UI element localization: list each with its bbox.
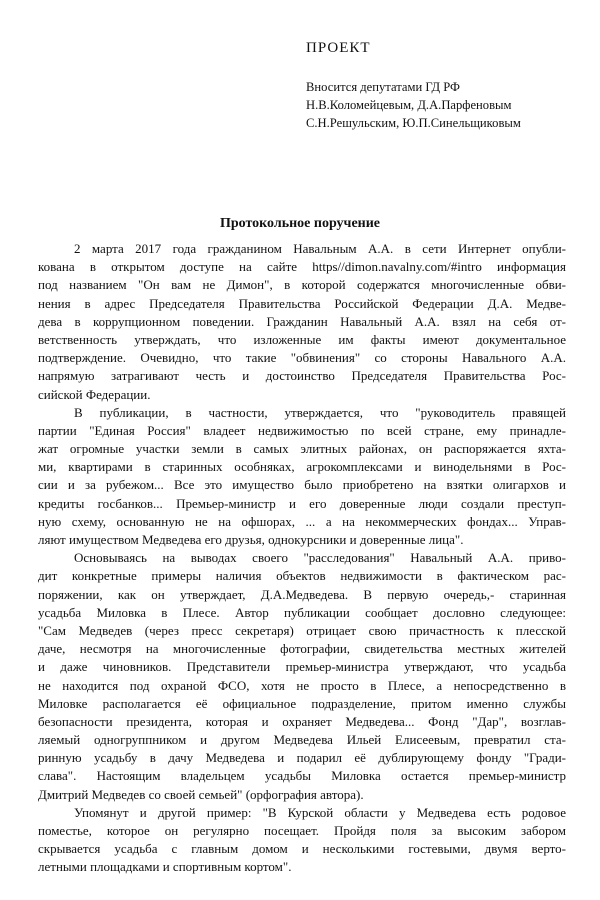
text-line: поряжении, как он утверждает, Д.А.Медведева. В первую очередь,- старинная — [38, 586, 566, 602]
text-line: не находится под охраной ФСО, хотя не просто в Плесе, а непосредственно в — [38, 677, 566, 693]
text-line: кована в открытом доступе на сайте https//dimon.navalny.com/#intro информация — [38, 259, 566, 275]
text-line: сии и за рубежом... Все это имущество было приобретено на взятки олигархов и — [38, 477, 566, 493]
text-line: ляемый одногруппником и другом Медведева Ильей Елисеевым, превратил ста- — [38, 732, 566, 748]
paragraph — [38, 240, 566, 404]
paragraph — [38, 404, 566, 550]
document-body — [38, 240, 566, 877]
text-line: слава". Настоящим владельцем усадьбы Миловка остается премьер-министр — [38, 768, 566, 784]
text-line: даче, несмотря на многочисленные фотографии, свидетельства местных жителей — [38, 641, 566, 657]
text-line: жат огромные участки земли в самых элитных районах, он распоряжается яхта- — [38, 441, 566, 457]
text-line: скрывается усадьба с главным домом и несколькими гостевыми, двумя верто- — [38, 841, 566, 857]
text-line: Упомянут и другой пример: "В Курской области у Медведева есть родовое — [74, 804, 566, 820]
text-line: ную схему, основанную не на офшорах, ... а на некоммерческих фондах... Управ- — [38, 513, 566, 529]
text-line: и даже чиновников. Представители премьер-министра утверждают, что усадьба — [38, 659, 566, 675]
text-line: Миловке располагается её официальное подразделение, притом именно службы — [38, 695, 566, 711]
text-line: ринную усадьбу в дачу Медведева и подарил её дублирующему фонду "Гради- — [38, 750, 566, 766]
text-line: ляют имуществом Медведева его друзья, однокурсники и доверенные лица". — [38, 532, 464, 547]
text-line: кредиты госбанков... Премьер-министр и его доверенные люди создали преступ- — [38, 495, 566, 511]
text-line: усадьба Миловка в Плесе. Автор публикации сообщает дословно следующее: — [38, 604, 566, 620]
text-line: безопасности президента, которая и охраняет Медведева... Фонд "Дар", возглав- — [38, 713, 566, 729]
introduced-by-block — [306, 78, 521, 132]
text-line: напрямую затрагивают честь и достоинство Председателя Правительства Рос- — [38, 368, 566, 384]
text-line: ветственность утверждать, что изложенные им факты имеют документальное — [38, 331, 566, 347]
text-line: "Сам Медведев (через пресс секретаря) отрицает свою причастность к плесской — [38, 622, 566, 638]
text-line: 2 марта 2017 года гражданином Навальным А.А. в сети Интернет опубли- — [74, 241, 566, 256]
text-line: дит конкретные примеры наличия объектов недвижимости в фактическом рас- — [38, 568, 566, 584]
introduced-by-line: С.Н.Решульским, Ю.П.Синельщиковым — [306, 116, 521, 130]
text-line: под названием "Он вам не Димон", в которой содержатся многочисленные обви- — [38, 277, 566, 293]
document-title: Протокольное поручение — [219, 216, 381, 231]
text-line: В публикации, в частности, утверждается, что "руководитель правящей — [74, 404, 566, 420]
text-line: летными площадками и спортивным кортом". — [38, 859, 292, 875]
introduced-by-line: Вносится депутатами ГД РФ — [306, 80, 460, 94]
text-line: поместье, которое он регулярно посещает. Пройдя поля за высоким забором — [38, 823, 566, 838]
paragraph — [38, 804, 566, 877]
text-line: Основываясь на выводах своего "расследования" Навальный А.А. приво- — [74, 550, 566, 566]
project-label: ПРОЕКТ — [306, 40, 371, 56]
text-line: ми, квартирами в старинных особняках, агрокомплексами и винодельнями в Рос- — [38, 459, 566, 475]
text-line: подтверждение. Очевидно, что такие "обвинения" со стороны Навального А.А. — [38, 350, 566, 366]
text-line: дева в коррупционном поведении. Гражданин Навальный А.А. взял на себя от- — [38, 313, 566, 329]
text-line: Дмитрий Медведев со своей семьей" (орфография автора). — [38, 786, 364, 802]
text-line: нения в адрес Председателя Правительства Российской Федерации Д.А. Медве- — [38, 295, 566, 311]
paragraph — [38, 549, 566, 804]
text-line: партии "Единая Россия" владеет недвижимостью по всей стране, ему принадле- — [38, 422, 566, 438]
text-line: сийской Федерации. — [38, 386, 151, 402]
introduced-by-line: Н.В.Коломейцевым, Д.А.Парфеновым — [306, 98, 512, 112]
